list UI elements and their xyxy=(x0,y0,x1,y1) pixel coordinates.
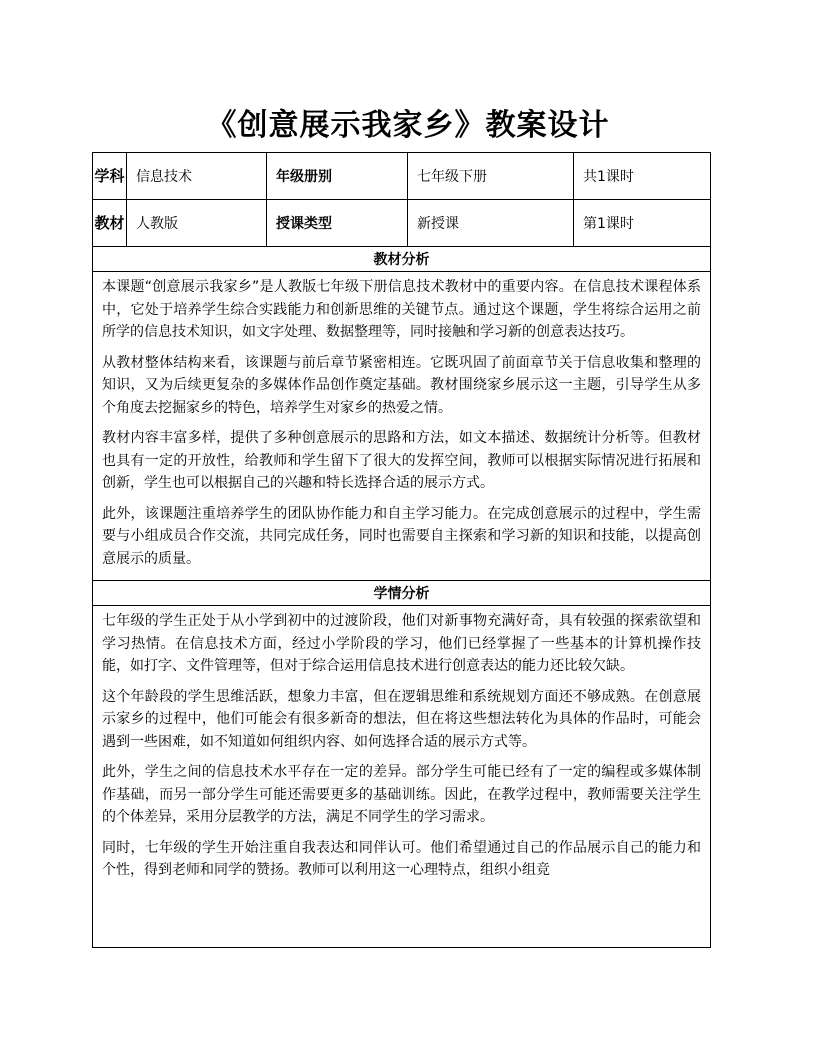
subject-label: 学科 xyxy=(93,153,127,200)
total-hours: 共1课时 xyxy=(574,153,711,200)
textbook-row xyxy=(93,200,711,247)
lesson-type-value: 新授课 xyxy=(408,200,574,247)
paragraph: 此外，该课题注重培养学生的团队协作能力和自主学习能力。在完成创意展示的过程中，学生需要与小组成员合作交流，共同完成任务，同时也需要自主探索和学习新的知识和技能，以提高创意展示的质量。 xyxy=(102,505,701,567)
subject-value: 信息技术 xyxy=(127,153,267,200)
student-analysis-content xyxy=(93,606,711,948)
paragraph: 同时，七年级的学生开始注重自我表达和同伴认可。他们希望通过自己的作品展示自己的能力和个性，得到老师和同学的赞扬。教师可以利用这一心理特点，组织小组竞 xyxy=(102,839,701,878)
textbook-value: 人教版 xyxy=(127,200,267,247)
paragraph: 七年级的学生正处于从小学到初中的过渡阶段，他们对新事物充满好奇，具有较强的探索欲望和学习热情。在信息技术方面，经过小学阶段的学习，他们已经掌握了一些基本的计算机操作技能，如打字、文件管理等，但对于综合运用信息技术进行创意表达的能力还比较欠缺。 xyxy=(102,613,701,674)
paragraph: 这个年龄段的学生思维活跃，想象力丰富，但在逻辑思维和系统规划方面还不够成熟。在创意展示家乡的过程中，他们可能会有很多新奇的想法，但在将这些想法转化为具体的作品时，可能会遇到一些困难，如不知道如何组织内容、如何选择合适的展示方式等。 xyxy=(102,688,701,750)
paragraph: 教材内容丰富多样，提供了多种创意展示的思路和方法，如文本描述、数据统计分析等。但教材也具有一定的开放性，给教师和学生留下了很大的发挥空间，教师可以根据实际情况进行拓展和创新，学生也可以根据自己的兴趣和特长选择合适的展示方式。 xyxy=(102,430,701,491)
paragraph: 本课题“创意展示我家乡”是人教版七年级下册信息技术教材中的重要内容。在信息技术课程体系中，它处于培养学生综合实践能力和创新思维的关键节点。通过这个课题，学生将综合运用之前所学的信息技术知识，如文字处理、数据整理等，同时接触和学习新的创意表达技巧。 xyxy=(102,279,701,340)
grade-value: 七年级下册 xyxy=(408,153,574,200)
textbook-label: 教材 xyxy=(93,200,127,247)
grade-label: 年级册别 xyxy=(267,153,408,200)
section-heading-textbook-analysis: 教材分析 xyxy=(93,247,711,272)
page-title: 《创意展示我家乡》教案设计 xyxy=(206,108,610,143)
paragraph: 从教材整体结构来看，该课题与前后章节紧密相连。它既巩固了前面章节关于信息收集和整理的知识，又为后续更复杂的多媒体作品创作奠定基础。教材围绕家乡展示这一主题，引导学生从多个角度去挖掘家乡的特色，培养学生对家乡的热爱之情。 xyxy=(102,354,701,416)
lesson-type-label: 授课类型 xyxy=(267,200,408,247)
paragraph: 此外，学生之间的信息技术水平存在一定的差异。部分学生可能已经有了一定的编程或多媒体制作基础，而另一部分学生可能还需要更多的基础训练。因此，在教学过程中，教师需要关注学生的个体差异，采用分层教学的方法，满足不同学生的学习需求。 xyxy=(102,764,701,825)
subject-row xyxy=(93,153,711,200)
section-heading-student-analysis: 学情分析 xyxy=(93,581,711,606)
lesson-plan-table xyxy=(92,152,711,948)
textbook-analysis-content xyxy=(93,272,711,581)
lesson-number: 第1课时 xyxy=(574,200,711,247)
